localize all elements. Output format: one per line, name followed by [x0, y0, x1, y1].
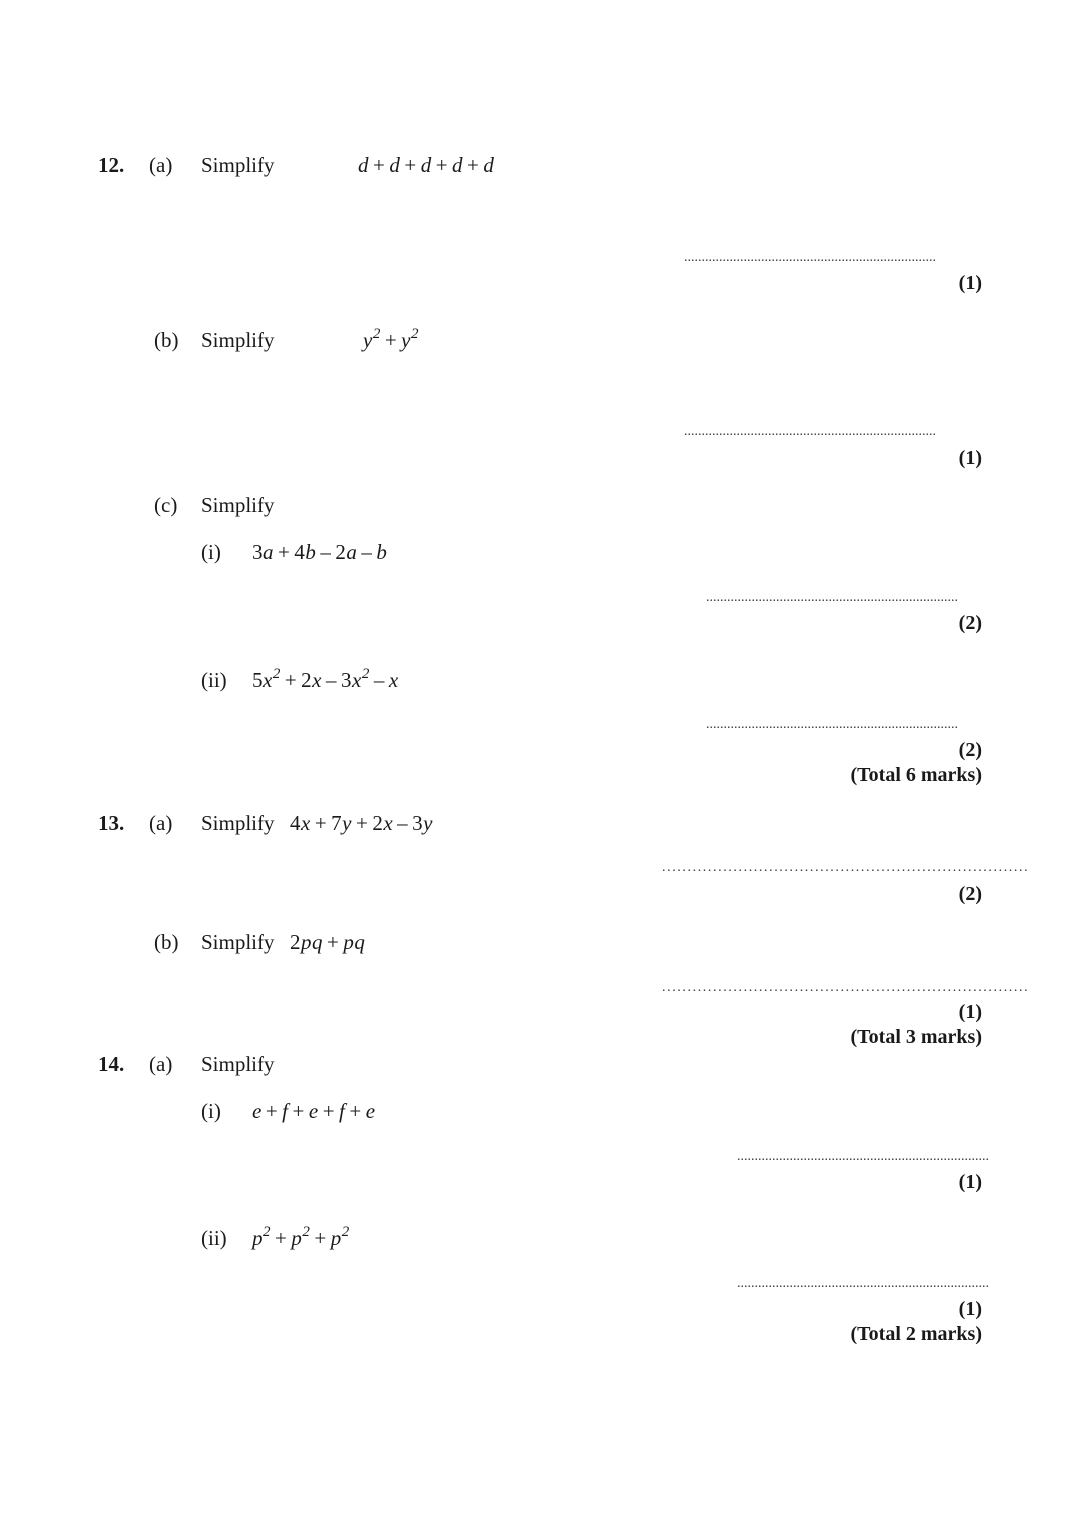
- answer-line-13a[interactable]: ........................................................................: [662, 860, 1030, 875]
- marks-12c-i: (2): [958, 612, 982, 634]
- total-marks-13: (Total 3 marks): [850, 1026, 982, 1048]
- answer-line-12c-ii[interactable]: ........................................................................: [706, 717, 958, 732]
- total-marks-12: (Total 6 marks): [850, 764, 982, 786]
- expression-12a: d + d + d + d + d: [358, 153, 495, 177]
- instruction-12a: Simplify: [201, 153, 275, 177]
- answer-line-12b[interactable]: ........................................................................: [684, 424, 936, 439]
- instruction-14a: Simplify: [201, 1052, 275, 1076]
- instruction-12b: Simplify: [201, 328, 275, 352]
- instruction-13a: Simplify: [201, 811, 275, 835]
- marks-12a: (1): [958, 272, 982, 294]
- sub-label-14a-i: (i): [201, 1099, 221, 1123]
- expression-13a: 4x + 7y + 2x – 3y: [290, 811, 433, 835]
- expression-14a-ii: $p^2 + p^2 + p^2$: [252, 1224, 350, 1250]
- marks-12b: (1): [958, 447, 982, 469]
- part-label-12c: (c): [154, 493, 178, 517]
- expression-12c-i: 3a + 4b – 2a – b: [252, 540, 388, 564]
- answer-line-13b[interactable]: ........................................................................: [662, 980, 1030, 995]
- marks-13b: (1): [958, 1001, 982, 1023]
- answer-line-12a[interactable]: ........................................................................: [684, 250, 936, 265]
- expression-14a-i: e + f + e + f + e: [252, 1099, 376, 1123]
- instruction-13b: Simplify: [201, 930, 275, 954]
- marks-14a-ii: (1): [958, 1298, 982, 1320]
- expression-13b: 2pq + pq: [290, 930, 366, 954]
- marks-14a-i: (1): [958, 1171, 982, 1193]
- part-label-12a: (a): [149, 153, 173, 177]
- marks-12c-ii: (2): [958, 739, 982, 761]
- part-label-13b: (b): [154, 930, 179, 954]
- sub-label-12c-i: (i): [201, 540, 221, 564]
- answer-line-12c-i[interactable]: ........................................................................: [706, 590, 958, 605]
- question-number-12: 12.: [98, 153, 125, 177]
- question-number-13: 13.: [98, 811, 125, 835]
- answer-line-14a-i[interactable]: ........................................................................: [737, 1149, 989, 1164]
- part-label-12b: (b): [154, 328, 179, 352]
- part-label-14a: (a): [149, 1052, 173, 1076]
- total-marks-14: (Total 2 marks): [850, 1323, 982, 1345]
- question-number-14: 14.: [98, 1052, 125, 1076]
- answer-line-14a-ii[interactable]: ........................................................................: [737, 1276, 989, 1291]
- expression-12b: $y^2 + y^2$: [363, 326, 419, 352]
- marks-13a: (2): [958, 883, 982, 905]
- sub-label-12c-ii: (ii): [201, 668, 227, 692]
- part-label-13a: (a): [149, 811, 173, 835]
- instruction-12c: Simplify: [201, 493, 275, 517]
- sub-label-14a-ii: (ii): [201, 1226, 227, 1250]
- expression-12c-ii: $5x^2 + 2x - 3x^2 - x$: [252, 666, 399, 692]
